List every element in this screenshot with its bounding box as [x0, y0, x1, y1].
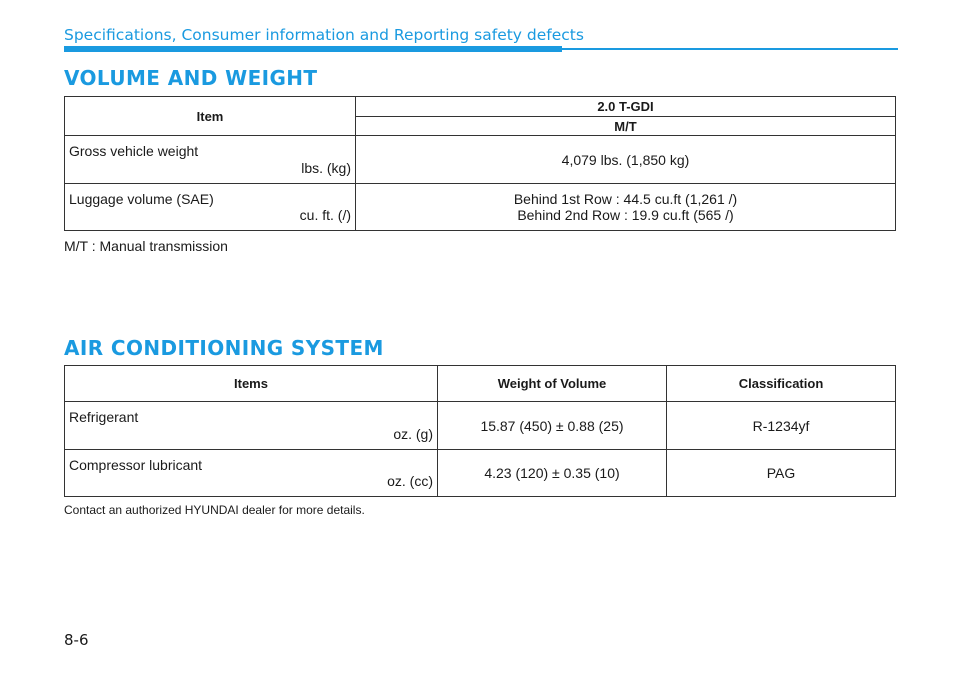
dealer-note: Contact an authorized HYUNDAI dealer for more details.: [64, 503, 365, 517]
col-trans-header: M/T: [356, 117, 896, 136]
table-row: [65, 402, 896, 450]
row-label: Compressor lubricant: [69, 457, 203, 473]
volume-weight-table: [64, 96, 896, 231]
row-unit: oz. (cc): [387, 473, 433, 489]
transmission-note: M/T : Manual transmission: [64, 238, 228, 254]
row-class: R-1234yf: [667, 402, 896, 450]
table-row: [65, 184, 896, 231]
row-label: Luggage volume (SAE): [69, 191, 214, 207]
row-label: Refrigerant: [69, 409, 139, 425]
row-unit: cu. ft. (/): [299, 207, 351, 223]
table-row: [65, 136, 896, 184]
row-value: [356, 184, 896, 231]
luggage-2nd-row: Behind 2nd Row : 19.9 cu.ft (565 /): [517, 207, 734, 223]
row-value: 4,079 lbs. (1,850 kg): [356, 136, 896, 184]
air-conditioning-table: [64, 365, 896, 497]
row-weight: 15.87 (450) ± 0.88 (25): [438, 402, 667, 450]
row-unit: oz. (g): [393, 426, 433, 442]
table-row: [65, 450, 896, 497]
section-header: Specifications, Consumer information and Reporting safety defects: [64, 26, 584, 44]
row-unit: lbs. (kg): [301, 160, 351, 176]
page-number: 8-6: [64, 631, 89, 649]
air-conditioning-title: AIR CONDITIONING SYSTEM: [64, 336, 384, 360]
header-rule-thin: [562, 48, 898, 50]
col-engine-header: 2.0 T-GDI: [356, 97, 896, 117]
col-item-header: Item: [65, 97, 356, 136]
luggage-1st-row: Behind 1st Row : 44.5 cu.ft (1,261 /): [513, 191, 738, 207]
volume-weight-title: VOLUME AND WEIGHT: [64, 66, 318, 90]
row-class: PAG: [667, 450, 896, 497]
header-rule-thick: [64, 46, 562, 52]
row-label: Gross vehicle weight: [69, 143, 199, 159]
col-items-header: Items: [65, 366, 438, 402]
row-weight: 4.23 (120) ± 0.35 (10): [438, 450, 667, 497]
col-class-header: Classification: [667, 366, 896, 402]
col-weight-header: Weight of Volume: [438, 366, 667, 402]
